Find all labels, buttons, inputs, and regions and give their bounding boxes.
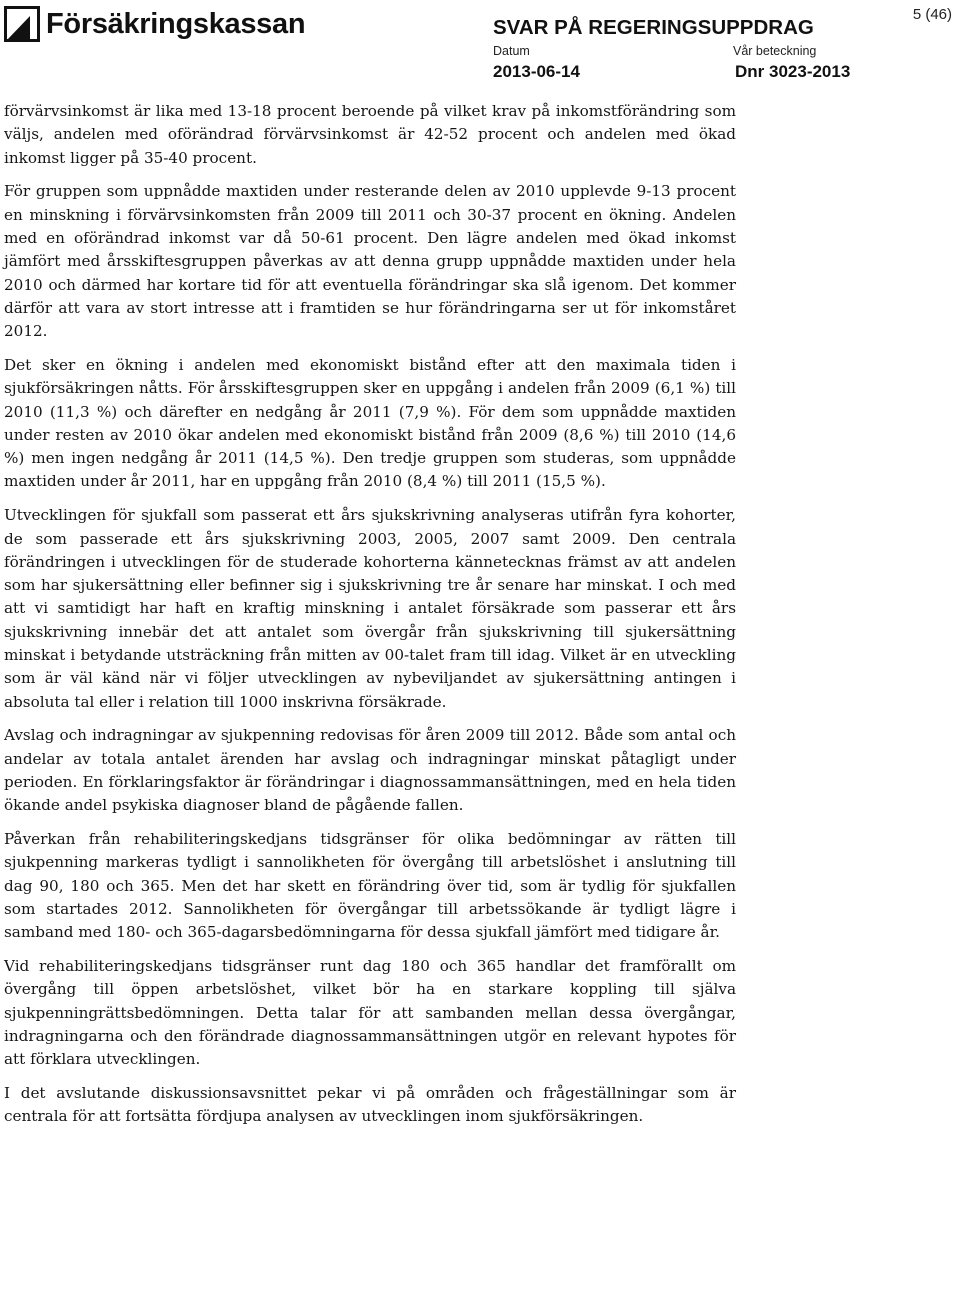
paragraph: Avslag och indragningar av sjukpenning redovisas för åren 2009 till 2012. Både som antal och andelar av totala antalet ärenden har avslag och indragningar minskat påtagligt under perioden. En förklaringsfaktor är förändringar i diagnossammansättningen, med en hela tiden ökande andel psykiska diagnoser bland de pågående fallen. [4,726,736,815]
page-number: 5 (46) [912,6,952,23]
paragraph: Utvecklingen för sjukfall som passerat ett års sjukskrivning analyseras utifrån fyra kohorter, de som passerade ett års sjukskrivning 2003, 2005, 2007 samt 2009. Den centrala förändringen i utvecklingen för de studerade kohorterna kännetecknas främst av att andelen som har sjukersättning eller befinner sig i sjukskrivning tre år senare har minskat. I och med att vi samtidigt har haft en kraftig minskning i antalet försäkrade som passerar ett års sjukskrivning innebär det att antalet som övergår från sjukskrivning till sjukersättning minskat i betydande utsträckning från mitten av 00-talet fram till idag. Vilket är en utveckling som är väl känd när vi följer utvecklingen av nybeviljandet av sjukersättning antingen i absoluta tal eller i relation till 1000 inskrivna försäkrade. [4,506,736,711]
forsakringskassan-logo-icon [4,6,40,42]
logo-wordmark: Försäkringskassan [46,7,306,40]
paragraph: Vid rehabiliteringskedjans tidsgränser runt dag 180 och 365 handlar det framförallt om övergång till öppen arbetslöshet, vilket bör ha en starkare koppling till själva sjukpenningrättsbedömningen. Detta talar för att sambanden mellan dessa övergångar, indragningarna och den förändrade diagnossammansättningen utgör en relevant hypotes för att förklara utvecklingen. [4,957,736,1069]
paragraph: Påverkan från rehabiliteringskedjans tidsgränser för olika bedömningar av rätten till sjukpenning markeras tydligt i sannolikheten för övergång till arbetslöshet i anslutning till dag 90, 180 och 365. Men det har skett en förändring över tid, som är tydlig för sjukfallen som startades 2012. Sannolikheten för övergångar till arbetssökande är tydligt lägre i samband med 180- och 365-dagarsbedömningarna för dessa sjukfall jämfört med tidigare år. [4,830,736,942]
paragraph: I det avslutande diskussionsavsnittet pekar vi på områden och frågeställningar som är centrala för att fortsätta fördjupa analysen av utvecklingen inom sjukförsäkringen. [4,1084,736,1126]
reference-label: Vår beteckning [733,44,817,58]
paragraph: Det sker en ökning i andelen med ekonomiskt bistånd efter att den maximala tiden i sjukförsäkringen nåtts. För årsskiftesgruppen sker en uppgång i andelen från 2009 (6,1 %) till 2010 (11,3 %) och därefter en nedgång år 2011 (7,9 %). För dem som uppnådde maxtiden under resten av 2010 ökar andelen med ekonomiskt bistånd från 2009 (8,6 %) till 2010 (14,6 %) men ingen nedgång år 2011 (14,5 %). Den tredje gruppen som studeras, som uppnådde maxtiden under år 2011, har en uppgång från 2010 (8,4 %) till 2011 (15,5 %). [4,355,736,491]
document-body [4,100,736,1139]
paragraph: förvärvsinkomst är lika med 13-18 procent beroende på vilket krav på inkomstförändring som väljs, andelen med oförändrad förvärvsinkomst är 42-52 procent och andelen med ökad inkomst ligger på 35-40 procent. [4,102,736,167]
paragraph: För gruppen som uppnådde maxtiden under resterande delen av 2010 upplevde 9-13 procent en minskning i förvärvsinkomsten från 2009 till 2011 och 30-37 procent en ökning. Andelen med en oförändrad inkomst var då 50-61 procent. Den lägre andelen med ökad inkomst jämfört med årsskiftesgruppen påverkas av att denna grupp uppnådde maxtiden under hela 2010 och därmed har kortare tid för att eventuella förändringar ska slå igenom. Det kommer därför att vara av stort intresse att i framtiden se hur förändringarna ser ut för inkomståret 2012. [4,182,736,341]
date-label: Datum [493,44,530,58]
date-value: 2013-06-14 [493,62,580,81]
document-type-title: SVAR PÅ REGERINGSUPPDRAG [493,16,814,39]
reference-number: Dnr 3023-2013 [735,62,851,81]
agency-logo [4,4,305,44]
